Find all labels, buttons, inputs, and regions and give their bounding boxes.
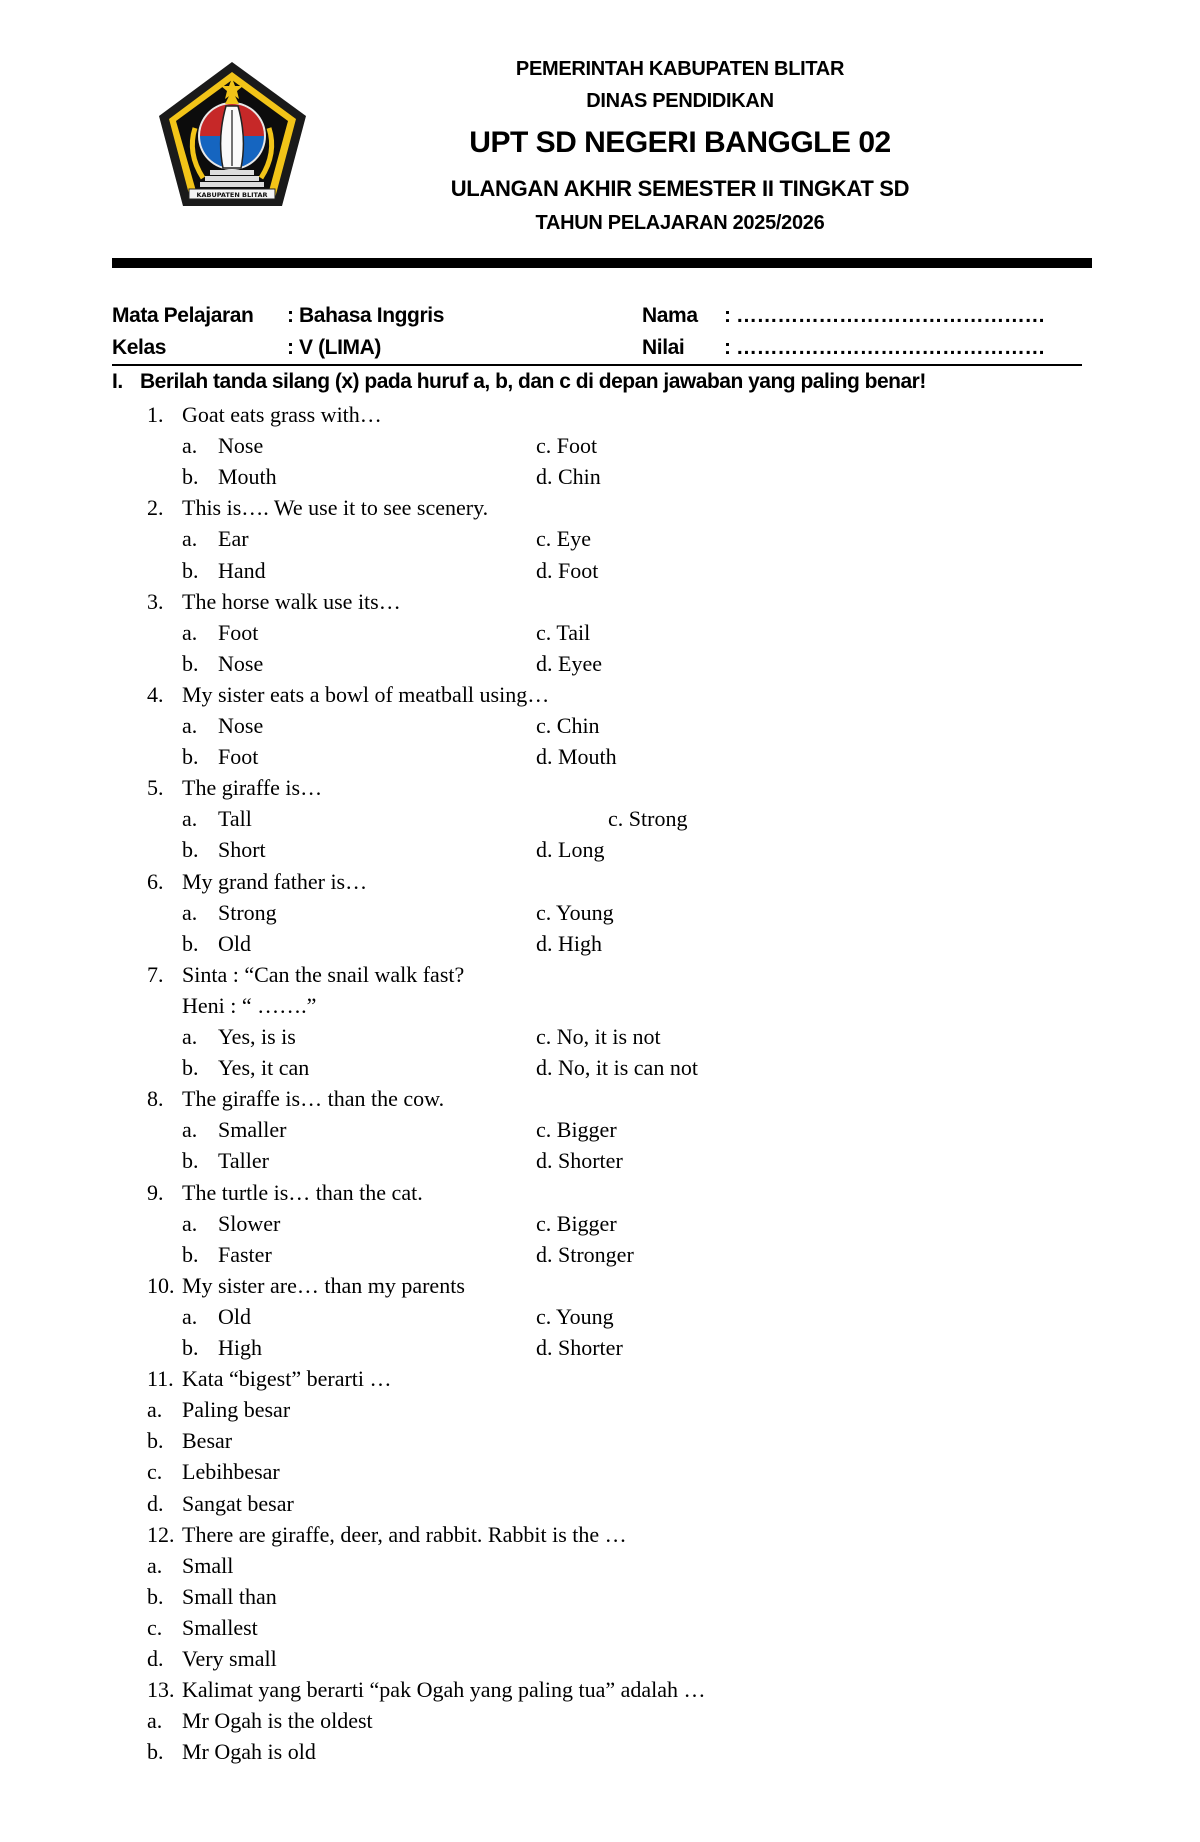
option-letter: d. (147, 1646, 164, 1671)
option-d: d. Chin (536, 464, 601, 489)
question-number: 12. (147, 1522, 175, 1547)
option-letter: a. (182, 1211, 198, 1236)
option-b: Taller (218, 1148, 269, 1173)
option-b: Old (218, 931, 251, 956)
question-number: 6. (147, 869, 164, 894)
name-label: Nama (642, 304, 698, 327)
option-b: Mouth (218, 464, 277, 489)
option-letter: b. (182, 558, 199, 583)
option-d: d. Long (536, 837, 605, 862)
option-letter: a. (147, 1553, 163, 1578)
option-b: Short (218, 837, 266, 862)
option-letter: b. (147, 1739, 164, 1764)
option-letter: c. (147, 1615, 163, 1640)
option-letter: a. (182, 433, 198, 458)
option-c: c. Chin (536, 713, 600, 738)
option-d: d. High (536, 931, 602, 956)
option-letter: a. (182, 713, 198, 738)
option-letter: a. (182, 1024, 198, 1049)
header-divider (112, 258, 1092, 268)
option-letter: b. (182, 1335, 199, 1360)
option-letter: b. (182, 1055, 199, 1080)
option-d: d. Mouth (536, 744, 617, 769)
question-number: 2. (147, 495, 164, 520)
option-letter: a. (147, 1708, 163, 1733)
question-text: This is…. We use it to see scenery. (182, 495, 489, 520)
svg-text:KABUPATEN BLITAR: KABUPATEN BLITAR (196, 191, 268, 199)
option-letter: c. (147, 1459, 163, 1484)
option-b: Small than (182, 1584, 277, 1609)
question-text: The giraffe is… (182, 775, 323, 800)
option-b: Hand (218, 558, 266, 583)
blitar-regency-emblem-icon (155, 58, 310, 218)
section-number: I. (112, 370, 123, 393)
option-a: Slower (218, 1211, 281, 1236)
option-a: Tall (218, 806, 252, 831)
question-text: The giraffe is… than the cow. (182, 1086, 445, 1111)
option-d: d. No, it is can not (536, 1055, 698, 1080)
option-letter: a. (147, 1397, 163, 1422)
class-value: : V (LIMA) (287, 336, 381, 359)
question-text: Kata “bigest” berarti … (182, 1366, 392, 1391)
option-a: Mr Ogah is the oldest (182, 1708, 373, 1733)
option-letter: b. (182, 651, 199, 676)
option-c: c. Young (536, 1304, 614, 1329)
option-letter: b. (182, 744, 199, 769)
option-letter: d. (147, 1491, 164, 1516)
option-c: c. Tail (536, 620, 591, 645)
question-text: The horse walk use its… (182, 589, 401, 614)
option-c: c. Bigger (536, 1117, 617, 1142)
question-number: 1. (147, 402, 164, 427)
option-c: c. Eye (536, 526, 591, 551)
subject-value: : Bahasa Inggris (287, 304, 444, 327)
option-c: c. Young (536, 900, 614, 925)
option-c: c. Foot (536, 433, 598, 458)
option-b: High (218, 1335, 262, 1360)
option-a: Small (182, 1553, 234, 1578)
question-number: 9. (147, 1180, 164, 1205)
header-exam-title: ULANGAN AKHIR SEMESTER II TINGKAT SD (450, 176, 910, 201)
header-department: DINAS PENDIDIKAN (586, 90, 774, 112)
question-number: 13. (147, 1677, 175, 1702)
question-text: Kalimat yang berarti “pak Ogah yang paling tua” adalah … (182, 1677, 706, 1702)
option-a: Yes, is is (218, 1024, 296, 1049)
option-letter: b. (182, 1242, 199, 1267)
question-number: 4. (147, 682, 164, 707)
subject-label: Mata Pelajaran (112, 304, 254, 327)
question-text: My sister eats a bowl of meatball using… (182, 682, 550, 707)
section-instruction (112, 370, 926, 394)
option-c: c. Bigger (536, 1211, 617, 1236)
option-a: Old (218, 1304, 251, 1329)
option-a: Foot (218, 620, 259, 645)
option-d: d. Eyee (536, 651, 602, 676)
option-letter: a. (182, 1304, 198, 1329)
info-divider (112, 364, 1082, 366)
option-c: Smallest (182, 1615, 258, 1640)
question-text: Goat eats grass with… (182, 402, 382, 427)
option-letter: b. (182, 1148, 199, 1173)
option-d: d. Foot (536, 558, 599, 583)
option-b: Mr Ogah is old (182, 1739, 316, 1764)
option-letter: b. (182, 464, 199, 489)
option-b: Yes, it can (218, 1055, 310, 1080)
question-number: 11. (147, 1366, 174, 1391)
question-text: Sinta : “Can the snail walk fast? (182, 962, 465, 987)
option-letter: a. (182, 806, 198, 831)
option-letter: b. (147, 1584, 164, 1609)
option-a: Nose (218, 713, 264, 738)
header-school-name: UPT SD NEGERI BANGGLE 02 (469, 126, 891, 159)
option-a: Paling besar (182, 1397, 291, 1422)
header-government: PEMERINTAH KABUPATEN BLITAR (515, 58, 845, 80)
option-letter: a. (182, 526, 198, 551)
instruction-text: Berilah tanda silang (x) pada huruf a, b, dan c di depan jawaban yang paling benar! (140, 370, 926, 393)
option-b: Besar (182, 1428, 233, 1453)
option-c: Lebihbesar (182, 1459, 280, 1484)
score-label: Nilai (642, 336, 685, 359)
question-number: 10. (147, 1273, 175, 1298)
option-letter: b. (147, 1428, 164, 1453)
option-a: Smaller (218, 1117, 287, 1142)
question-text: My grand father is… (182, 869, 368, 894)
question-text: My sister are… than my parents (182, 1273, 465, 1298)
question-number: 7. (147, 962, 164, 987)
name-field[interactable]: : ……………………………………… (724, 304, 1046, 327)
question-number: 8. (147, 1086, 164, 1111)
option-b: Nose (218, 651, 264, 676)
option-d: d. Stronger (536, 1242, 634, 1267)
question-text: There are giraffe, deer, and rabbit. Rabbit is the … (182, 1522, 627, 1547)
class-label: Kelas (112, 336, 167, 359)
option-letter: a. (182, 900, 198, 925)
question-number: 5. (147, 775, 164, 800)
option-a: Strong (218, 900, 277, 925)
question-text: The turtle is… than the cat. (182, 1180, 423, 1205)
question-text-line2: Heni : “ …….” (182, 993, 317, 1018)
option-a: Ear (218, 526, 249, 551)
score-field[interactable]: : ……………………………………… (724, 336, 1046, 359)
option-letter: b. (182, 837, 199, 862)
option-d: Very small (182, 1646, 277, 1671)
option-c: c. Strong (608, 806, 688, 831)
header-academic-year: TAHUN PELAJARAN 2025/2026 (535, 212, 825, 234)
option-d: d. Shorter (536, 1335, 623, 1360)
option-d: Sangat besar (182, 1491, 294, 1516)
option-a: Nose (218, 433, 264, 458)
option-b: Foot (218, 744, 259, 769)
option-letter: a. (182, 1117, 198, 1142)
option-letter: a. (182, 620, 198, 645)
option-c: c. No, it is not (536, 1024, 661, 1049)
option-letter: b. (182, 931, 199, 956)
option-b: Faster (218, 1242, 272, 1267)
option-d: d. Shorter (536, 1148, 623, 1173)
question-number: 3. (147, 589, 164, 614)
